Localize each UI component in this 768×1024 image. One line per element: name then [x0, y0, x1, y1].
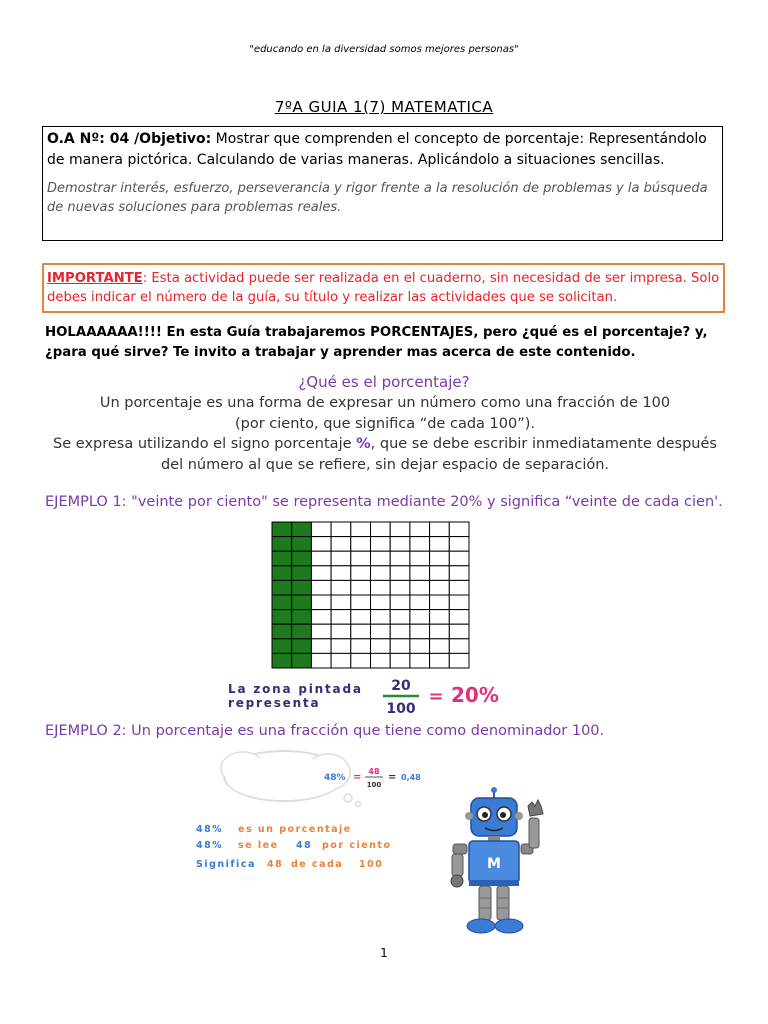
grid-cell — [311, 595, 331, 610]
motto: "educando en la diversidad somos mejores personas" — [249, 44, 519, 55]
page-title: 7ºA GUIA 1(7) MATEMATICA — [274, 98, 494, 116]
grid-cell — [331, 580, 351, 595]
caption-line2: representa — [228, 696, 321, 710]
grid-cell — [390, 624, 410, 639]
bubble-equals2: = — [388, 772, 397, 783]
fraction-denominator: 100 — [386, 701, 416, 717]
grid-cell — [430, 624, 450, 639]
grid-cell — [351, 639, 371, 654]
grid-cell — [430, 595, 450, 610]
grid-cell — [371, 653, 391, 668]
thought-bubble — [221, 751, 421, 807]
grid-cell — [410, 566, 430, 581]
grid-cell — [410, 580, 430, 595]
line3-c: de cada — [291, 859, 344, 870]
grid-cell-shaded — [292, 639, 312, 654]
grid-cell — [371, 639, 391, 654]
grid-cell — [449, 639, 469, 654]
hundred-grid — [271, 521, 471, 669]
grid-cell-shaded — [272, 551, 292, 566]
grid-cell — [410, 595, 430, 610]
grid-cell — [331, 595, 351, 610]
example1-label: EJEMPLO 1: — [45, 494, 127, 510]
grid-cell — [351, 537, 371, 552]
bubble-equals1: = — [353, 772, 362, 783]
objective-label: O.A Nº: 04 /Objetivo: — [47, 131, 212, 147]
grid-cell — [331, 639, 351, 654]
percent-symbol: % — [356, 436, 371, 452]
robot-letter: M — [487, 856, 501, 872]
definition-line3a: Se expresa utilizando el signo porcentaje — [53, 436, 357, 452]
grid-cell — [371, 537, 391, 552]
grid-cell — [390, 551, 410, 566]
line2-c: 48 — [296, 840, 313, 851]
grid-cell — [311, 610, 331, 625]
example1 — [45, 492, 735, 513]
grid-cell — [390, 639, 410, 654]
grid-cell — [371, 522, 391, 537]
grid-cell — [449, 595, 469, 610]
grid-cell — [331, 566, 351, 581]
example1-text: "veinte por ciento" se representa mediante 20% y significa “veinte de cada cien'. — [126, 494, 723, 510]
grid-cell — [331, 624, 351, 639]
grid-cell — [390, 522, 410, 537]
grid-cell — [371, 624, 391, 639]
grid-cell — [390, 580, 410, 595]
caption-equals: = — [428, 686, 444, 707]
definition-line3 — [45, 434, 725, 475]
definition-line1: Un porcentaje es una forma de expresar un número como una fracción de 100 — [99, 395, 671, 411]
page-number: 1 — [380, 946, 388, 960]
grid-cell — [311, 522, 331, 537]
grid-cell — [390, 537, 410, 552]
line3-d: 100 — [359, 859, 384, 870]
robot-illustration — [188, 748, 568, 943]
grid-cell — [430, 610, 450, 625]
grid-cell-shaded — [292, 595, 312, 610]
grid-cell — [410, 639, 430, 654]
example2-text: : Un porcentaje es una fracción que tiene como denominador 100. — [121, 723, 605, 739]
grid-cell — [311, 537, 331, 552]
grid-cell — [371, 551, 391, 566]
grid-cell-shaded — [272, 624, 292, 639]
grid-cell — [410, 522, 430, 537]
grid-cell — [430, 580, 450, 595]
grid-cell — [351, 551, 371, 566]
grid-cell-shaded — [272, 610, 292, 625]
explanation-lines — [196, 824, 391, 870]
grid-cell-shaded — [272, 639, 292, 654]
grid-cell — [311, 624, 331, 639]
bubble-decimal: 0,48 — [401, 773, 421, 782]
important-box — [42, 263, 725, 313]
grid-cell-shaded — [272, 537, 292, 552]
grid-cell — [311, 653, 331, 668]
grid-cell-shaded — [292, 537, 312, 552]
line1-a: 48% — [196, 824, 224, 835]
line2-d: por ciento — [322, 840, 392, 851]
grid-cell-shaded — [292, 624, 312, 639]
grid-cell — [351, 624, 371, 639]
grid-cell — [311, 566, 331, 581]
grid-cell — [430, 653, 450, 668]
grid-cell — [430, 537, 450, 552]
grid-cell-shaded — [272, 653, 292, 668]
grid-cell — [331, 551, 351, 566]
grid-cell — [351, 580, 371, 595]
grid-cell — [410, 624, 430, 639]
grid-cell — [430, 522, 450, 537]
grid-cell-shaded — [272, 566, 292, 581]
grid-cell — [449, 551, 469, 566]
grid-cell — [410, 653, 430, 668]
grid-cell — [351, 566, 371, 581]
objective-box — [42, 126, 723, 241]
grid-cell — [351, 522, 371, 537]
grid-cell — [449, 610, 469, 625]
bubble-percent: 48% — [324, 773, 346, 783]
grid-cell-shaded — [292, 653, 312, 668]
line1-b: es un porcentaje — [238, 824, 352, 835]
caption-result: 20% — [451, 683, 499, 707]
grid-cell-shaded — [272, 522, 292, 537]
definition-line3b: , que se debe escribir inmediatamente después del número al que se refiere, sin dejar espacio de separación. — [160, 436, 717, 473]
grid-cell — [390, 610, 410, 625]
line2-b: se lee — [238, 840, 279, 851]
grid-cell-shaded — [272, 595, 292, 610]
fraction-numerator: 20 — [391, 678, 411, 694]
important-label: IMPORTANTE — [47, 271, 143, 286]
line2-a: 48% — [196, 840, 224, 851]
grid-cell-shaded — [292, 522, 312, 537]
grid-cell — [390, 566, 410, 581]
grid-cell-shaded — [292, 551, 312, 566]
grid-cell — [430, 639, 450, 654]
grid-cell — [331, 610, 351, 625]
grid-cell — [410, 610, 430, 625]
grid-cell — [311, 639, 331, 654]
objective-main — [47, 129, 718, 171]
grid-cell — [371, 566, 391, 581]
example2 — [45, 723, 735, 739]
grid-cell-shaded — [292, 610, 312, 625]
bubble-denominator: 100 — [366, 781, 382, 789]
grid-cell — [351, 610, 371, 625]
example2-label: EJEMPLO 2 — [45, 723, 122, 739]
grid-cell — [430, 566, 450, 581]
grid-cell — [449, 580, 469, 595]
grid-cell — [449, 566, 469, 581]
definition-line2: (por ciento, que significa “de cada 100”). — [235, 415, 535, 432]
definition-heading: ¿Qué es el porcentaje? — [298, 373, 470, 391]
important-text: : Esta actividad puede ser realizada en el cuaderno, sin necesidad de ser impresa. Solo debes indicar el número de la guía, su título y realizar las actividades que se solicitan. — [47, 271, 720, 305]
grid-cell — [410, 551, 430, 566]
grid-cell — [351, 595, 371, 610]
grid-cell-shaded — [292, 580, 312, 595]
grid-cell — [449, 653, 469, 668]
grid-cell — [410, 537, 430, 552]
grid-cell — [449, 537, 469, 552]
grid-cell — [371, 610, 391, 625]
objective-text: Mostrar que comprenden el concepto de porcentaje: Representándolo de manera pictórica. Calculando de varias maneras. Aplicándolo a situaciones sencillas. — [47, 131, 707, 168]
line3-b: 48 — [267, 859, 284, 870]
intro-text: HOLAAAAAA!!!! En esta Guía trabajaremos PORCENTAJES, pero ¿qué es el porcentaje? y, ¿para qué sirve? Te invito a trabajar y aprender mas acerca de este contenido. — [45, 325, 708, 360]
grid-cell — [311, 580, 331, 595]
grid-cell — [390, 595, 410, 610]
grid-cell — [390, 653, 410, 668]
grid-cell — [331, 653, 351, 668]
definition-text — [45, 393, 725, 475]
grid-cell — [430, 551, 450, 566]
grid-cell — [331, 522, 351, 537]
line3-a: Significa — [196, 859, 256, 870]
grid-cell — [449, 522, 469, 537]
objective-attitude: Demostrar interés, esfuerzo, perseverancia y rigor frente a la resolución de problemas y la búsqueda de nuevas soluciones para problemas reales. — [47, 181, 708, 215]
grid-cell — [331, 537, 351, 552]
robot — [451, 787, 543, 933]
grid-cell — [371, 595, 391, 610]
caption-line1: La zona pintada — [228, 682, 363, 696]
grid-cell — [449, 624, 469, 639]
grid-cell-shaded — [272, 580, 292, 595]
grid-cell — [351, 653, 371, 668]
grid-cell — [371, 580, 391, 595]
example1-caption — [225, 674, 525, 718]
grid-cell-shaded — [292, 566, 312, 581]
bubble-numerator: 48 — [368, 767, 380, 776]
grid-cell — [311, 551, 331, 566]
